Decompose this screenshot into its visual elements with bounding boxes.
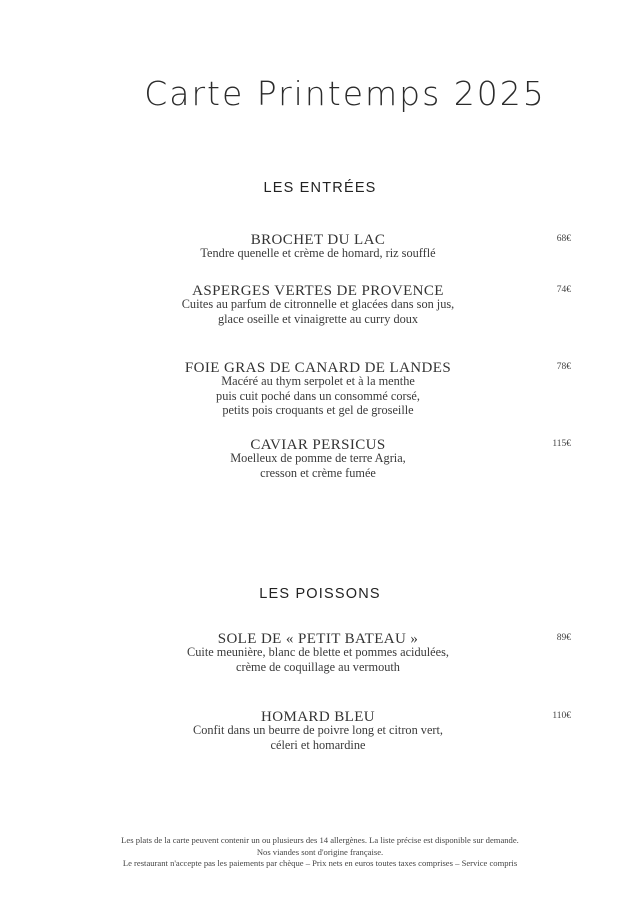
dish-description xyxy=(0,374,636,418)
dish-description-line: cresson et crème fumée xyxy=(260,465,376,480)
dish-description-line: Confit dans un beurre de poivre long et citron vert, xyxy=(193,723,443,737)
dish-name: HOMARD BLEU xyxy=(261,709,375,725)
dish-description-line: Cuites au parfum de citronnelle et glacées dans son jus, xyxy=(181,297,455,311)
dish-description-line: Moelleux de pomme de terre Agria, xyxy=(230,451,406,465)
dish-description-line: petits pois croquants et gel de groseille xyxy=(222,403,414,417)
dish-name: FOIE GRAS DE CANARD DE LANDES xyxy=(184,360,452,376)
dish-description-line: Cuite meunière, blanc de blette et pommes acidulées, xyxy=(187,645,449,659)
dish-price: 68€ xyxy=(556,234,571,244)
dish-description xyxy=(0,246,636,261)
dish-price: 110€ xyxy=(552,711,571,721)
dish-description-line: Macéré au thym serpolet et à la menthe xyxy=(221,374,415,388)
menu-title: Carte Printemps 2025 xyxy=(144,74,546,113)
footer-notice xyxy=(0,835,640,870)
section-title-poissons: LES POISSONS xyxy=(259,586,381,602)
dish-description xyxy=(0,451,636,480)
footer-line: Le restaurant n'accepte pas les paiements par chèque – Prix nets en euros toutes taxes comprises – Service compris xyxy=(122,858,518,868)
dish-price: 78€ xyxy=(556,362,571,372)
dish-description-line: crème de coquillage au vermouth xyxy=(236,659,400,674)
dish-name: CAVIAR PERSICUS xyxy=(250,437,386,453)
dish-description-line: glace oseille et vinaigrette au curry doux xyxy=(217,311,419,326)
dish-description-line: céleri et homardine xyxy=(270,737,366,752)
dish-name: SOLE DE « PETIT BATEAU » xyxy=(217,631,419,647)
dish-name: ASPERGES VERTES DE PROVENCE xyxy=(192,283,444,299)
footer-line: Les plats de la carte peuvent contenir un ou plusieurs des 14 allergènes. La liste précise est disponible sur demande. xyxy=(121,835,519,845)
footer-line: Nos viandes sont d'origine française. xyxy=(256,846,384,857)
section-title-entrees: LES ENTRÉES xyxy=(263,180,377,196)
dish-price: 115€ xyxy=(552,439,571,449)
dish-description-line: Tendre quenelle et crème de homard, riz soufflé xyxy=(200,246,436,260)
dish-price: 89€ xyxy=(556,633,571,643)
dish-description-line: puis cuit poché dans un consommé corsé, xyxy=(216,388,420,403)
dish-description xyxy=(0,645,636,674)
dish-price: 74€ xyxy=(556,285,571,295)
dish-description xyxy=(0,297,636,326)
dish-description xyxy=(0,723,636,752)
dish-name: BROCHET DU LAC xyxy=(250,232,386,248)
